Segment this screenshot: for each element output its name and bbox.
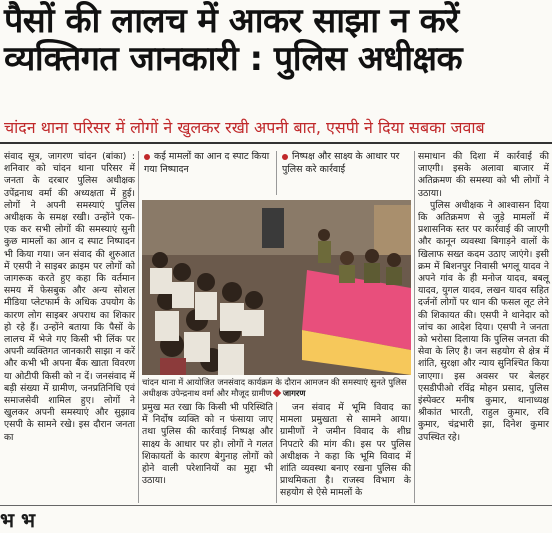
article-column-middle-2 xyxy=(280,402,411,503)
headline xyxy=(4,2,548,78)
highlight-text: निष्पक्ष और साक्ष्य के आधार पर पुलिस करे कार्रवाई xyxy=(282,151,400,175)
photo-credit: जागरण xyxy=(282,388,306,398)
meeting-photo-image xyxy=(142,200,411,375)
column-divider xyxy=(138,151,139,503)
article-column-left xyxy=(4,151,135,503)
bullet-icon xyxy=(282,154,288,160)
paragraph: जन संवाद में भूमि विवाद का मामला प्रमुखता से सामने आया। ग्रामीणों ने जमीन विवाद के शीघ्र निपटारे की मांग की। इस पर पुलिस अधीक्षक ने कहा कि भूमि विवाद में शांति व्यवस्था बनाए रखना पुलिस की प्राथमिकता है। राजस्व विभाग के सहयोग से ऐसे मामलों के xyxy=(280,402,411,499)
headline-line-1: पैसों की लालच में आकर साझा न करें xyxy=(4,1,459,41)
diamond-icon xyxy=(273,389,281,397)
bullet-icon xyxy=(144,154,150,160)
caption-text: चांदन थाना में आयोजित जनसंवाद कार्यक्रम के दौरान आमजन की समस्याएं सुनते पुलिस अधीक्षक उपेन्द्रनाथ वर्मा और मौजूद ग्रामीण xyxy=(142,377,407,398)
column-divider xyxy=(276,151,277,195)
meeting-photo xyxy=(142,200,411,375)
paragraph: पुलिस अधीक्षक ने आश्वासन दिया कि अतिक्रमण से जुड़े मामलों में प्रशासनिक स्तर पर कार्रवाई की जाएगी और कानून व्यवस्था बिगाड़ने वालों के खिलाफ सख्त कदम उठाए जाएंगे। इसी क्रम में बिशनपुर निवासी भगलू यादव ने अपने गांव के ही मनोज यादव, बबलू यादव, युगल यादव, लखन यादव सहित दर्जनों लोगों पर धान की फसल लूट लेने की शिकायत की। एसपी ने थानेदार को जांच का आदेश दिया। एसपी ने जनता को भरोसा दिलाया कि पुलिस जनता की सेवा के लिए है। जन सहयोग से क्षेत्र में शांति, सुरक्षा और न्याय सुनिश्चित किया जाएगा। इस अवसर पर बेलहर एसडीपीओ रविंद्र मोहन प्रसाद, पुलिस इंस्पेक्टर मनीष कुमार, थानाध्यक्ष श्रीकांत भारती, राहुल कुमार, रवि कुमार, चंद्रभारी झा, दिनेश कुमार उपस्थित रहे। xyxy=(418,199,549,443)
photo-caption xyxy=(142,377,411,399)
highlight-text: कई मामलों का आन द स्पाट किया गया निष्पादन xyxy=(144,151,270,175)
paragraph: प्रमुख मत रखा कि किसी भी परिस्थिति में निर्दोष व्यक्ति को न फंसाया जाए तथा पुलिस की कार्रवाई निष्पक्ष और साक्ष्य के आधार पर हो। लोगों ने गलत शिकायतों के कारण बेगुनाह लोगों को होने वाली परेशानियों का मुद्दा भी उठाया। xyxy=(142,402,273,487)
column-divider xyxy=(276,402,277,503)
highlight-box-1 xyxy=(144,151,272,197)
highlight-box-2 xyxy=(282,151,410,197)
bottom-rule xyxy=(0,505,552,506)
headline-line-2: व्यक्तिगत जानकारी : पुलिस अधीक्षक xyxy=(4,39,463,79)
column-divider xyxy=(414,151,415,503)
subheadline: चांदन थाना परिसर में लोगों ने खुलकर रखी अपनी बात, एसपी ने दिया सबका जवाब xyxy=(4,118,485,137)
article-column-middle-1 xyxy=(142,402,273,503)
article-column-right xyxy=(418,151,549,503)
next-story-fragment: भ भ xyxy=(0,507,552,519)
paragraph: संवाद सूत्र, जागरण चांदन (बांका) : शनिवार को चांदन थाना परिसर में जनता के दरबार पुलिस अधीक्षक उपेंद्रनाथ वर्मा की अध्यक्षता में हुई। लोगों ने अपनी समस्याएं पुलिस अधीक्षक के समक्ष रखी। उन्होंने एक-एक कर सभी लोगों की समस्याएं सुनी कुछ मामलों का आन द स्पाट निष्पादन भी किया गया। जन संवाद की शुरुआत में एसपी ने साइबर क्राइम पर लोगों को जागरूक करते हुए कहा कि वर्तमान समय में फेसबुक और अन्य सोशल मीडिया प्लेटफार्म के अधिक उपयोग के कारण लोग साइबर अपराध का शिकार हो रहे हैं। उन्होंने बताया कि पैसों के लालच में भेजे गए किसी भी लिंक पर अपनी व्यक्तिगत जानकारी साझा न करें और कभी भी अपना बैंक खाता विवरण या ओटीपी किसी को न दें। जनसंवाद में बड़ी संख्या में ग्रामीण, जनप्रतिनिधि एवं समाजसेवी शामिल हुए। लोगों ने खुलकर अपनी समस्याएं और सुझाव एसपी के सामने रखे। इस दौरान जनता का xyxy=(4,151,135,443)
paragraph: समाधान की दिशा में कार्रवाई की जाएगी। इसके अलावा बाजार में अतिक्रमण की समस्या को भी लोगों ने उठाया। xyxy=(418,151,549,199)
divider-rule xyxy=(0,142,552,144)
